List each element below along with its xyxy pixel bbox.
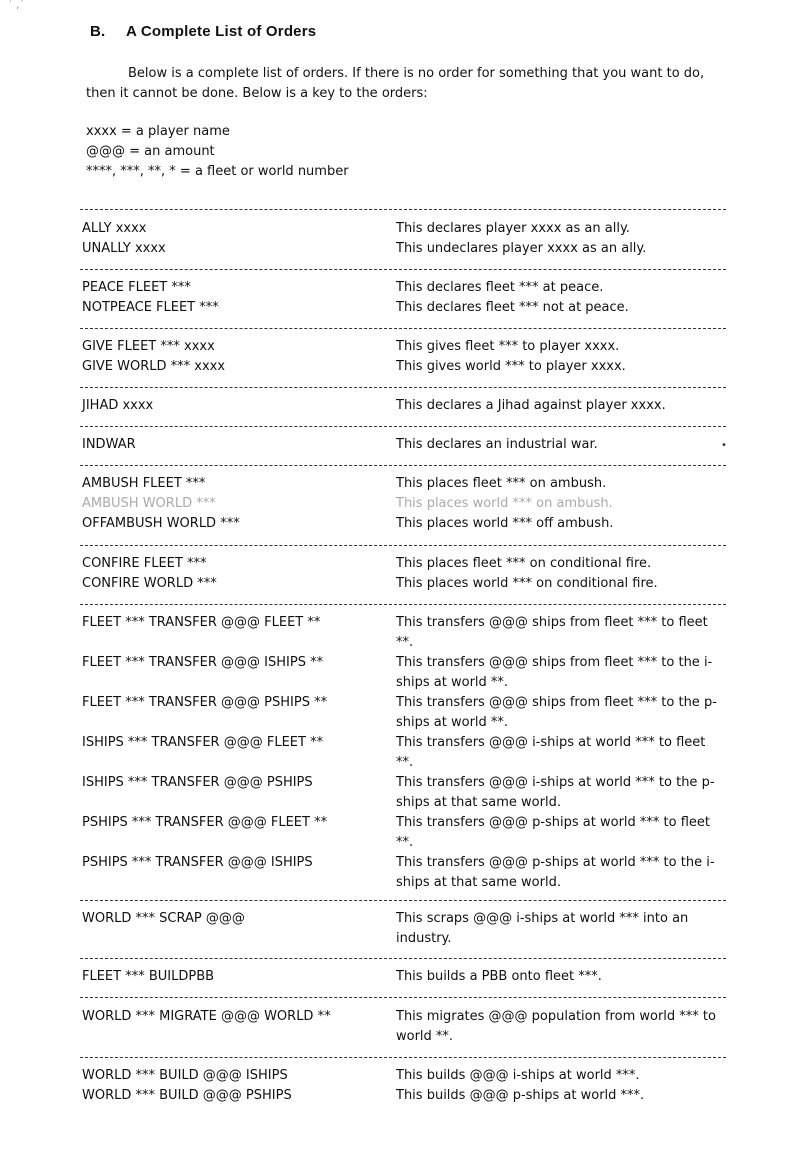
order-command: PSHIPS *** TRANSFER @@@ FLEET ** [82,815,328,830]
order-description: This transfers @@@ ships from fleet *** to fleet **. [396,615,708,650]
divider [80,997,726,998]
order-group-ally [82,219,730,259]
divider [80,545,726,546]
order-group-jihad [82,396,730,416]
order-command: ISHIPS *** TRANSFER @@@ PSHIPS [82,775,313,790]
divider [80,387,726,388]
order-row [82,357,730,377]
order-description: This declares a Jihad against player xxxx. [396,398,666,413]
order-row [82,435,730,455]
divider [80,209,726,210]
order-command: INDWAR [82,437,136,452]
order-description: This declares an industrial war. [396,437,598,452]
order-row [82,514,730,534]
divider [80,900,726,901]
order-description: This declares fleet *** not at peace. [396,300,629,315]
order-description: This undeclares player xxxx as an ally. [396,241,647,256]
order-description: This declares fleet *** at peace. [396,280,604,295]
order-description: This scraps @@@ i-ships at world *** into an industry. [396,911,689,946]
order-command: WORLD *** MIGRATE @@@ WORLD ** [82,1009,331,1024]
order-group-give [82,337,730,377]
order-command: AMBUSH FLEET *** [82,476,206,491]
order-key [86,122,349,182]
divider [80,1057,726,1058]
order-description: This builds @@@ i-ships at world ***. [396,1068,640,1083]
order-command: FLEET *** TRANSFER @@@ FLEET ** [82,615,321,630]
order-row [82,773,730,813]
key-number: ****, ***, **, * = a fleet or world number [86,164,349,179]
order-row [82,1086,730,1106]
scan-speck: ˙ ,˙ [8,0,25,11]
order-command: CONFIRE WORLD *** [82,576,217,591]
order-description: This gives fleet *** to player xxxx. [396,339,620,354]
order-row [82,278,730,298]
order-row [82,909,730,949]
order-description: This builds @@@ p-ships at world ***. [396,1088,645,1103]
key-amount: @@@ = an amount [86,144,215,159]
order-row [82,396,730,416]
order-group-migrate [82,1007,730,1047]
order-row [82,574,730,594]
divider [80,958,726,959]
order-description: This declares player xxxx as an ally. [396,221,630,236]
order-command: NOTPEACE FLEET *** [82,300,219,315]
order-row [82,554,730,574]
order-command: FLEET *** TRANSFER @@@ PSHIPS ** [82,695,328,710]
divider [80,328,726,329]
order-command: FLEET *** BUILDPBB [82,969,215,984]
order-row [82,1066,730,1086]
order-description: This transfers @@@ p-ships at world *** to the i-ships at that same world. [396,855,715,890]
order-group-confire [82,554,730,594]
intro-line-2: then it cannot be done. Below is a key to the orders: [86,86,428,101]
order-command: ALLY xxxx [82,221,147,236]
divider [80,426,726,427]
order-command: AMBUSH WORLD *** [82,496,216,511]
divider [80,269,726,270]
order-description: This transfers @@@ i-ships at world *** to the p-ships at that same world. [396,775,715,810]
order-group-ambush [82,474,730,534]
order-row [82,298,730,318]
order-description: This transfers @@@ ships from fleet *** to the i-ships at world **. [396,655,713,690]
order-description: This transfers @@@ i-ships at world *** to fleet **. [396,735,706,770]
order-row [82,474,730,494]
order-command: ISHIPS *** TRANSFER @@@ FLEET ** [82,735,324,750]
intro-line-1: Below is a complete list of orders. If there is no order for something that you want to do, [128,66,705,81]
order-command: PEACE FLEET *** [82,280,191,295]
order-group-scrap [82,909,730,949]
order-command: WORLD *** BUILD @@@ ISHIPS [82,1068,288,1083]
order-row [82,853,730,893]
order-row [82,337,730,357]
order-group-buildpbb [82,967,730,987]
order-row [82,693,730,733]
order-description: This places world *** off ambush. [396,516,614,531]
order-row [82,219,730,239]
order-group-transfer [82,613,730,893]
order-command: FLEET *** TRANSFER @@@ ISHIPS ** [82,655,324,670]
order-command: GIVE FLEET *** xxxx [82,339,215,354]
section-title: A Complete List of Orders [126,23,317,40]
order-group-peace [82,278,730,318]
order-row [82,613,730,653]
divider [80,465,726,466]
order-row [82,239,730,259]
order-command: WORLD *** BUILD @@@ PSHIPS [82,1088,292,1103]
order-description: This builds a PBB onto fleet ***. [396,969,602,984]
order-row [82,813,730,853]
order-description: This transfers @@@ ships from fleet *** to the p-ships at world **. [396,695,717,730]
order-description: This transfers @@@ p-ships at world *** to fleet **. [396,815,711,850]
order-row [82,1007,730,1047]
order-row [82,967,730,987]
key-player: xxxx = a player name [86,124,230,139]
order-command: JIHAD xxxx [82,398,154,413]
divider [80,604,726,605]
order-command: UNALLY xxxx [82,241,166,256]
order-command: PSHIPS *** TRANSFER @@@ ISHIPS [82,855,313,870]
section-number: B. [90,23,106,40]
order-description: This gives world *** to player xxxx. [396,359,626,374]
order-command: CONFIRE FLEET *** [82,556,207,571]
intro-paragraph [86,64,726,104]
order-group-indwar [82,435,730,455]
order-description: This places fleet *** on conditional fire. [396,556,652,571]
order-row [82,653,730,693]
order-row [82,733,730,773]
order-description: This places fleet *** on ambush. [396,476,607,491]
order-command: GIVE WORLD *** xxxx [82,359,226,374]
scan-speck: • [721,440,727,451]
section-heading [90,23,316,40]
order-row [82,494,730,514]
order-description: This places world *** on conditional fire. [396,576,658,591]
order-description: This places world *** on ambush. [396,496,613,511]
order-description: This migrates @@@ population from world *** to world **. [396,1009,716,1044]
order-command: WORLD *** SCRAP @@@ [82,911,245,926]
order-command: OFFAMBUSH WORLD *** [82,516,240,531]
order-group-build [82,1066,730,1106]
